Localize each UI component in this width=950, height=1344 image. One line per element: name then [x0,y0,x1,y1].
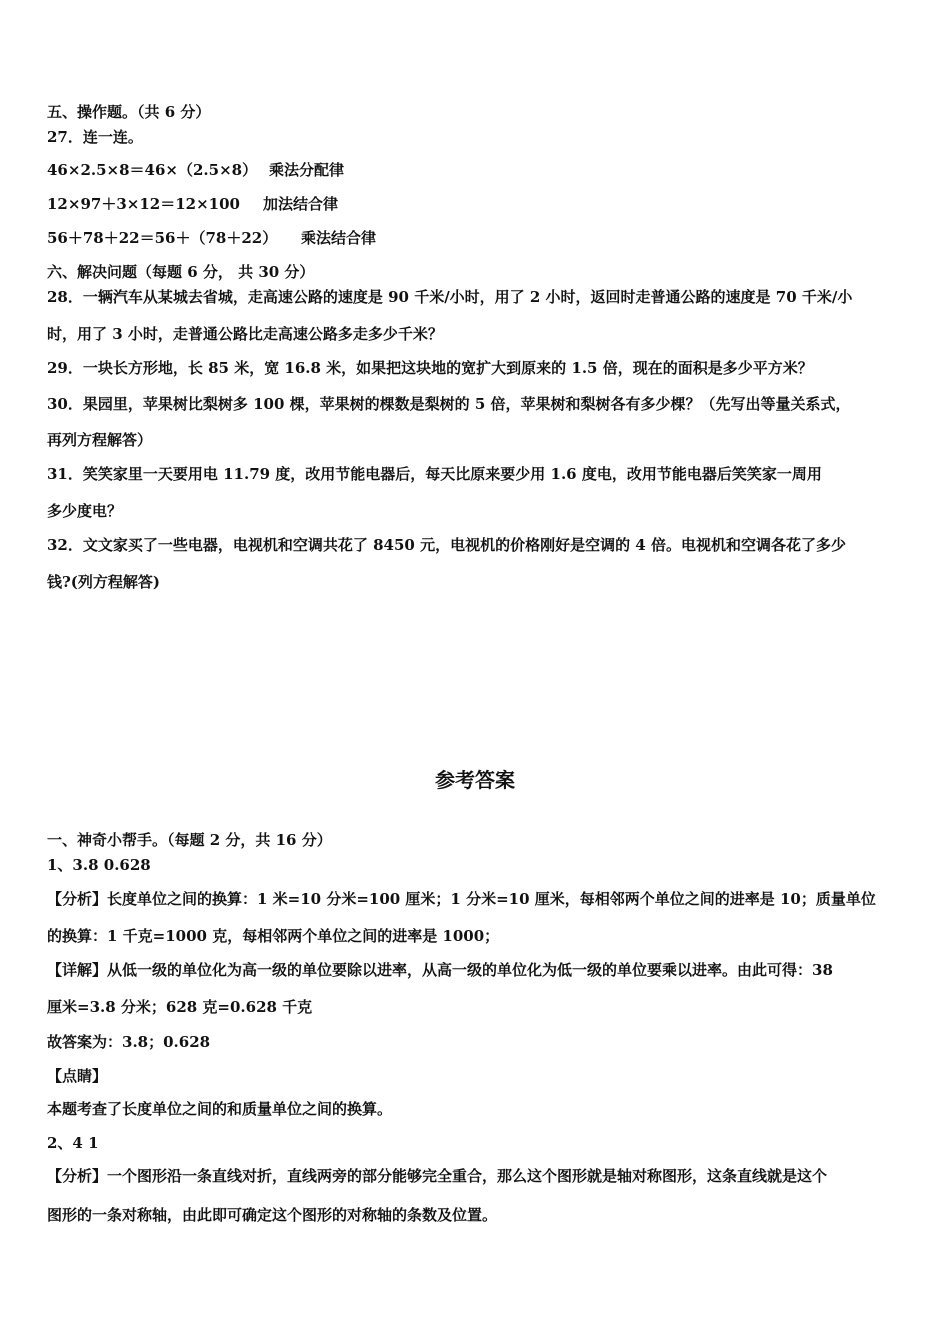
match-left-2: 12×97＋3×12＝12×100 [47,195,240,213]
question-30-line1: 30．果园里，苹果树比梨树多 100 棵，苹果树的棵数是梨树的 5 倍，苹果树和梨树各有多少棵？（先写出等量关系式， [47,395,851,413]
section5-heading: 五、操作题。（共 6 分） [47,103,211,121]
question-30-line2: 再列方程解答） [47,431,153,449]
question-31-line2: 多少度电？ [47,502,123,520]
match-right-1: 乘法分配律 [269,161,345,179]
match-right-3: 乘法结合律 [301,229,377,247]
match-left-3: 56＋78＋22＝56＋（78＋22） [47,229,278,247]
section6-heading: 六、解决问题（每题 6 分， 共 30 分） [47,263,315,281]
question-27: 27．连一连。 [47,128,143,146]
answer-1-analysis-line2: 的换算：1 千克=1000 克，每相邻两个单位之间的进率是 1000； [47,927,500,945]
match-right-2: 加法结合律 [263,195,339,213]
answer-2-analysis-line2: 图形的一条对称轴，由此即可确定这个图形的对称轴的条数及位置。 [47,1206,498,1224]
answer-2-analysis-line1: 【分析】一个图形沿一条直线对折，直线两旁的部分能够完全重合，那么这个图形就是轴对称图形，这条直线就是这个 [47,1167,828,1185]
question-28-line2: 时，用了 3 小时，走普通公路比走高速公路多走多少千米？ [47,325,443,343]
answer-1-comment: 本题考查了长度单位之间的和质量单位之间的换算。 [47,1100,393,1118]
answer-1-final: 故答案为：3.8；0.628 [47,1033,211,1051]
match-left-1: 46×2.5×8＝46×（2.5×8） [47,161,258,179]
question-31-line1: 31．笑笑家里一天要用电 11.79 度，改用节能电器后，每天比原来要少用 1.6 度电，改用节能电器后笑笑家一周用 [47,465,822,483]
answer-1: 1、3.8 0.628 [47,856,151,874]
answer-1-detail-line1: 【详解】从低一级的单位化为高一级的单位要除以进率，从高一级的单位化为低一级的单位要乘以进率。由此可得：38 [47,961,833,979]
answer-1-analysis-line1: 【分析】长度单位之间的换算：1 米=10 分米=100 厘米；1 分米=10 厘米，每相邻两个单位之间的进率是 10；质量单位 [47,890,876,908]
answer-1-comment-label: 【点睛】 [47,1067,108,1085]
question-32-line2: 钱?(列方程解答) [47,573,160,591]
question-29: 29．一块长方形地，长 85 米，宽 16.8 米，如果把这块地的宽扩大到原来的 1.5 倍，现在的面积是多少平方米？ [47,359,813,377]
answers-heading-1: 一、神奇小帮手。（每题 2 分，共 16 分） [47,831,332,849]
question-28-line1: 28．一辆汽车从某城去省城，走高速公路的速度是 90 千米/小时，用了 2 小时，返回时走普通公路的速度是 70 千米/小 [47,288,853,306]
answer-2: 2、4 1 [47,1134,99,1152]
question-32-line1: 32．文文家买了一些电器，电视机和空调共花了 8450 元，电视机的价格刚好是空调的 4 倍。电视机和空调各花了多少 [47,536,846,554]
answer-1-detail-line2: 厘米=3.8 分米；628 克=0.628 千克 [47,998,313,1016]
answers-title: 参考答案 [435,768,515,792]
